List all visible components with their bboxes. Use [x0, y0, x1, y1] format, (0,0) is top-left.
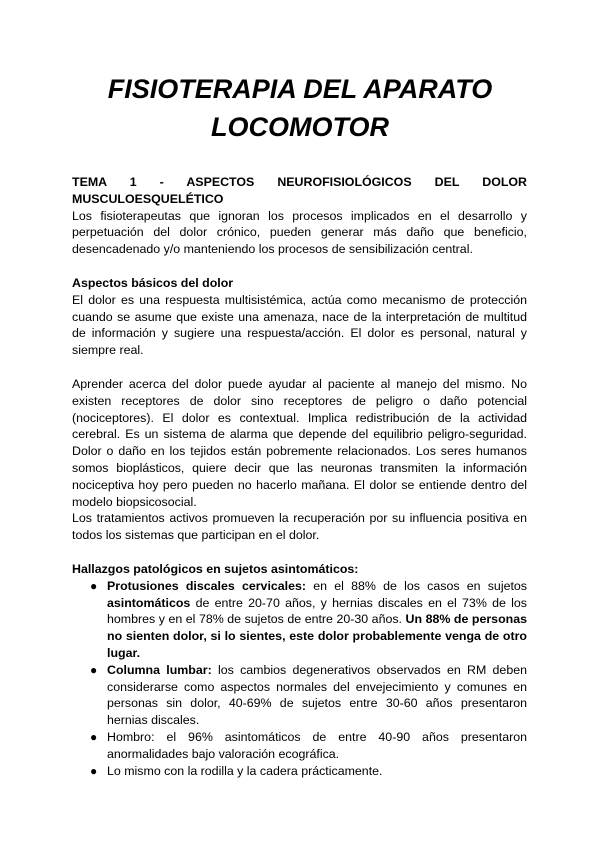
- item-2-text-1: los cambios degenerativos observados en RM deben considerarse como aspectos normales del envejecimiento y comunes en personas sin dolor, 40-69% de sujetos entre 30-60 años presentaron hernias discales.: [107, 662, 527, 728]
- item-1-bold-1: Protusiones discales cervicales:: [107, 578, 307, 593]
- hallazgos-heading: Hallazgos patológicos en sujetos asintomáticos:: [72, 561, 359, 576]
- list-item: [72, 763, 527, 780]
- bullet-icon: ●: [90, 662, 98, 677]
- item-1-bold-2: asintomáticos: [107, 595, 191, 610]
- item-1-text-2: de entre 20-70 años, y hernias discales en el 73% de los hombres y en el 78% de sujetos de entre 20-30 años.: [107, 595, 527, 627]
- bullet-icon: ●: [90, 763, 98, 778]
- aspectos-paragraph-2: Aprender acerca del dolor puede ayudar al paciente al manejo del mismo. No existen receptores de dolor sino receptores de peligro o daño potencial (nociceptores). El dolor es contextual. Implica redistribución de la actividad cerebral. Es un sistema de alarma que depende del equilibrio peligro-seguridad. Dolor o daño en los tejidos están pobremente relacionados. Los seres humanos somos bioplásticos, quiere decir que las neuronas transmiten la información nociceptiva hoy pero pueden no hacerlo mañana. El dolor se entiende dentro del modelo biopsicosocial.: [72, 376, 527, 509]
- document-body: [72, 174, 527, 779]
- title-line-2: LOCOMOTOR: [211, 112, 389, 142]
- aspectos-paragraph-3: Los tratamientos activos promueven la recuperación por su influencia positiva en todos los sistemas que participan en el dolor.: [72, 511, 527, 543]
- bullet-icon: ●: [90, 729, 98, 744]
- bullet-icon: ●: [90, 578, 98, 593]
- item-2-bold-1: Columna lumbar:: [107, 662, 212, 677]
- title-line-1: FISIOTERAPIA DEL APARATO: [107, 74, 493, 104]
- list-item: [72, 729, 527, 763]
- tema-heading-part2: MUSCULOESQUELÉTICO: [72, 191, 224, 206]
- list-item: [72, 662, 527, 729]
- tema-intro: Los fisioterapeutas que ignoran los procesos implicados en el desarrollo y perpetuación del dolor crónico, pueden generar más daño que beneficio, desencadenado y/o manteniendo los procesos de sensibilización central.: [72, 208, 527, 257]
- item-4-text: Lo mismo con la rodilla y la cadera prácticamente.: [107, 763, 383, 778]
- aspectos-heading: Aspectos básicos del dolor: [72, 275, 234, 290]
- hallazgos-list: [72, 578, 527, 780]
- item-1-bold-3: Un 88% de personas no sienten dolor, si lo sientes, este dolor probablemente venga de otro lugar.: [107, 612, 527, 660]
- item-3-text: Hombro: el 96% asintomáticos de entre 40-90 años presentaron anormalidades bajo valoración ecográfica.: [107, 729, 527, 761]
- tema-heading: [72, 174, 527, 208]
- list-item: [72, 578, 527, 662]
- document-title: [0, 70, 600, 146]
- item-1-text-1: en el 88% de los casos en sujetos: [306, 578, 527, 593]
- aspectos-paragraph-1: El dolor es una respuesta multisistémica, actúa como mecanismo de protección cuando se asume que existe una amenaza, nace de la interpretación de multitud de información y sugiere una respuesta/acción. El dolor es personal, natural y siempre real.: [72, 292, 527, 358]
- tema-heading-part1: TEMA 1 - ASPECTOS NEUROFISIOLÓGICOS DEL DOLOR: [72, 175, 527, 189]
